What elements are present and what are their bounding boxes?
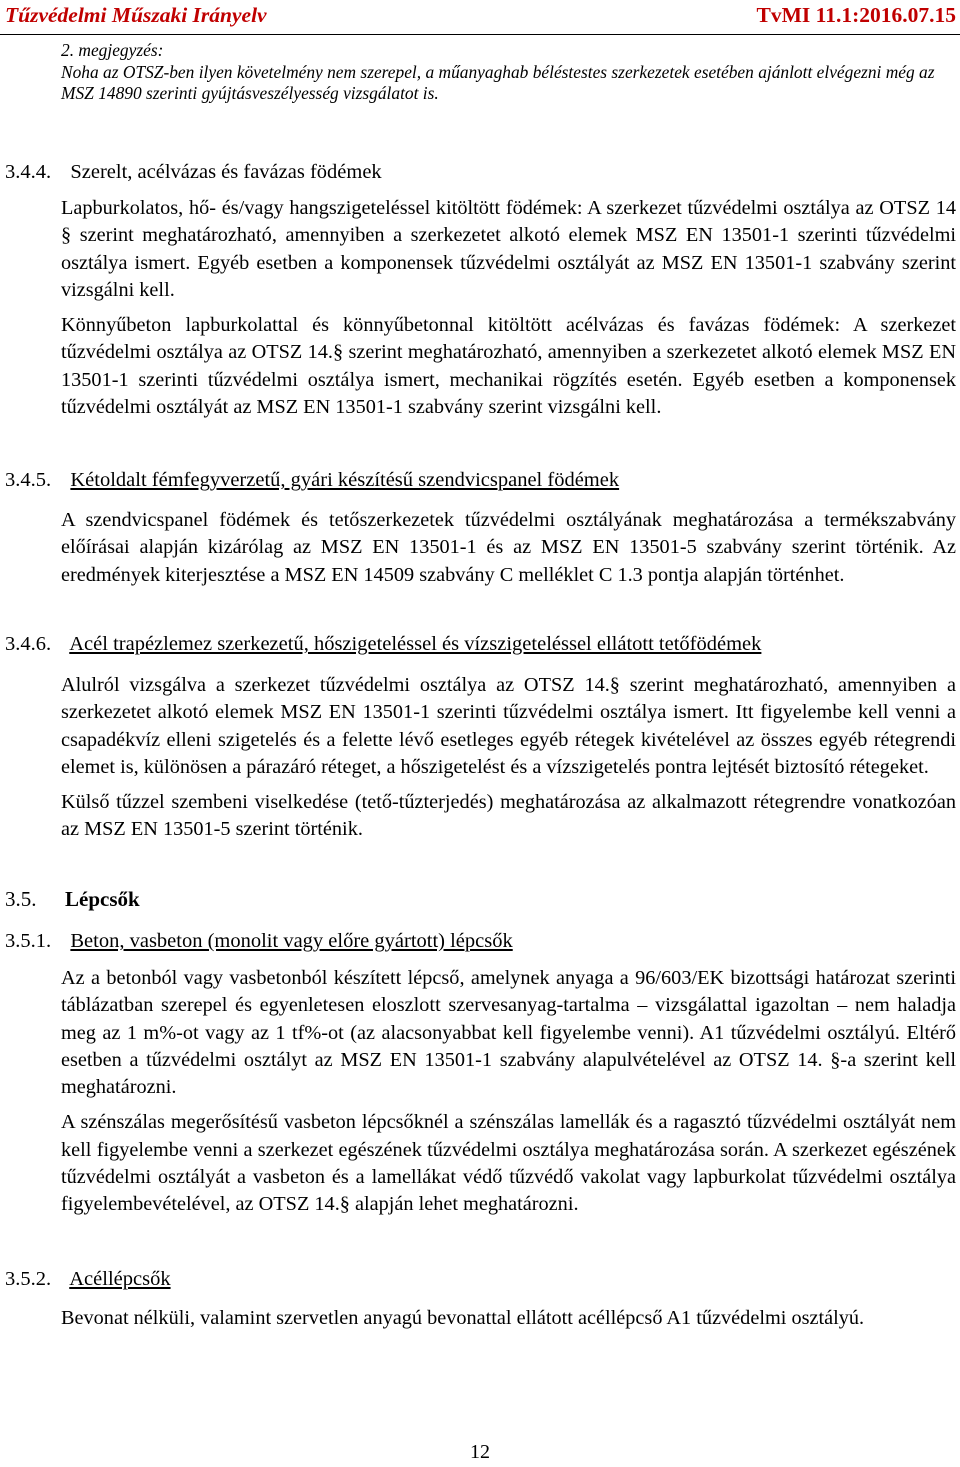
- paragraph: Bevonat nélküli, valamint szervetlen anyagú bevonattal ellátott acéllépcső A1 tűzvédelmi osztályú.: [61, 1307, 865, 1329]
- header-document-title: Tűzvédelmi Műszaki Irányelv: [5, 3, 267, 27]
- section-number: 3.4.4.: [5, 161, 52, 183]
- paragraph: Könnyűbeton lapburkolattal és könnyűbetonnal kitöltött acélvázas és favázas födémek: A szerkezet tűzvédelmi osztálya az OTSZ 14.§ szerint meghatározható, amennyiben a szerkezetet alkotó elemek MSZ EN 13501-1 szerinti tűzvédelmi osztálya ismert, mechanikai rögzítés esetén. Egyéb esetben a komponensek tűzvédelmi osztályát az MSZ EN 13501-1 szabvány szerint vizsgálni kell.: [61, 314, 956, 419]
- section-title: Beton, vasbeton (monolit vagy előre gyártott) lépcsők: [70, 930, 513, 952]
- note-title: 2. megjegyzés:: [61, 40, 164, 60]
- section-3-4-4-body: [61, 195, 956, 421]
- section-3-4-4-heading: [5, 160, 382, 184]
- paragraph: Alulról vizsgálva a szerkezet tűzvédelmi osztálya az OTSZ 14.§ szerint meghatározható, amennyiben a szerkezetet alkotó elemek MSZ EN 13501-1 szerinti tűzvédelmi osztálya ismert. Itt figyelembe kell venni a csapadékvíz elleni szigetelés és a felette lévő esetleges egyéb rétegek kivételével az összes egyéb rétegrendi elemet is, különösen a párazáró réteget, a hőszigetelést és a vízszigetelés pontra lejtését biztosító rétegeket.: [61, 674, 956, 778]
- page-header: [0, 0, 960, 35]
- section-number: 3.4.6.: [5, 633, 52, 655]
- paragraph: Lapburkolatos, hő- és/vagy hangszigeteléssel kitöltött födémek: A szerkezet tűzvédelmi osztálya az OTSZ 14 § szerint meghatározható, amennyiben a szerkezetet alkotó elemek MSZ EN 13501-1 szerinti tűzvédelmi osztálya ismert. Egyéb esetben a komponensek tűzvédelmi osztályát az MSZ EN 13501-1 szabvány szerint vizsgálni kell.: [61, 197, 956, 301]
- section-title: Kétoldalt fémfegyverzetű, gyári készítésű szendvicspanel födémek: [70, 469, 620, 491]
- section-3-5-2-body: [61, 1305, 956, 1332]
- section-3-4-6-heading: [5, 632, 761, 656]
- section-title: Acél trapézlemez szerkezetű, hőszigeteléssel és vízszigeteléssel ellátott tetőfödémek: [69, 633, 762, 655]
- section-3-5-1-heading: [5, 929, 513, 953]
- paragraph: Az a betonból vagy vasbetonból készített lépcső, amelynek anyaga a 96/603/EK bizottsági határozat szerinti táblázatban szerepel és egyenletesen eloszlott szervesanyag-tartalma – vizsgálattal igazoltan – nem haladja meg az 1 m%-ot vagy az 1 tf%-ot (az alacsonyabbat kell figyelembe venni). A1 tűzvédelmi osztályú. Eltérő esetben a tűzvédelmi osztályt az MSZ EN 13501-1 szabvány alapulvételével az OTSZ 14. §-a szerint kell meghatározni.: [61, 967, 956, 1099]
- note-text: Noha az OTSZ-ben ilyen követelmény nem szerepel, a műanyaghab béléstestes szerkezetek esetében ajánlott elvégezni még az MSZ 14890 szerinti gyújtásveszélyesség vizsgálatot is.: [61, 61, 935, 103]
- section-number: 3.5.1.: [5, 930, 52, 952]
- paragraph: A szénszálas megerősítésű vasbeton lépcsőknél a szénszálas lamellák és a ragasztó tűzvédelmi osztályát nem kell figyelembe venni a szerkezet egészének tűzvédelmi osztálya meghatározása során. A szerkezet egészének tűzvédelmi osztályát a vasbeton és a lamellákat védő tűzvédő vakolat vagy lapburkolat tűzvédelmi osztálya figyelembevételével, az OTSZ 14.§ alapján lehet meghatározni.: [61, 1111, 956, 1216]
- section-number: 3.4.5.: [5, 469, 52, 491]
- section-3-4-6-body: [61, 672, 956, 844]
- paragraph: Külső tűzzel szembeni viselkedése (tető-tűzterjedés) meghatározása az alkalmazott rétegrendre vonatkozóan az MSZ EN 13501-5 szerint történik.: [61, 791, 956, 841]
- section-3-5-heading: [5, 887, 140, 911]
- header-document-code: TvMI 11.1:2016.07.15: [756, 3, 956, 27]
- section-number: 3.5.2.: [5, 1268, 52, 1290]
- paragraph: A szendvicspanel födémek és tetőszerkezetek tűzvédelmi osztályának meghatározása a termékszabvány előírásai alapján kizárólag az MSZ EN 13501-1 és az MSZ EN 13501-5 szabvány szerint történik. Az eredmények kiterjesztése a MSZ EN 14509 szabvány C melléklet C 1.3 pontja alapján történhet.: [61, 509, 956, 586]
- section-3-5-2-heading: [5, 1267, 171, 1291]
- section-title: Acéllépcsők: [69, 1268, 171, 1290]
- page-number: 12: [470, 1441, 490, 1463]
- section-title: Szerelt, acélvázas és favázas födémek: [70, 161, 382, 183]
- section-3-4-5-heading: [5, 468, 619, 492]
- section-number: 3.5.: [5, 887, 37, 911]
- section-3-5-1-body: [61, 965, 956, 1219]
- section-title: Lépcsők: [65, 887, 140, 911]
- note-block: [61, 40, 951, 105]
- section-3-4-5-body: [61, 507, 956, 589]
